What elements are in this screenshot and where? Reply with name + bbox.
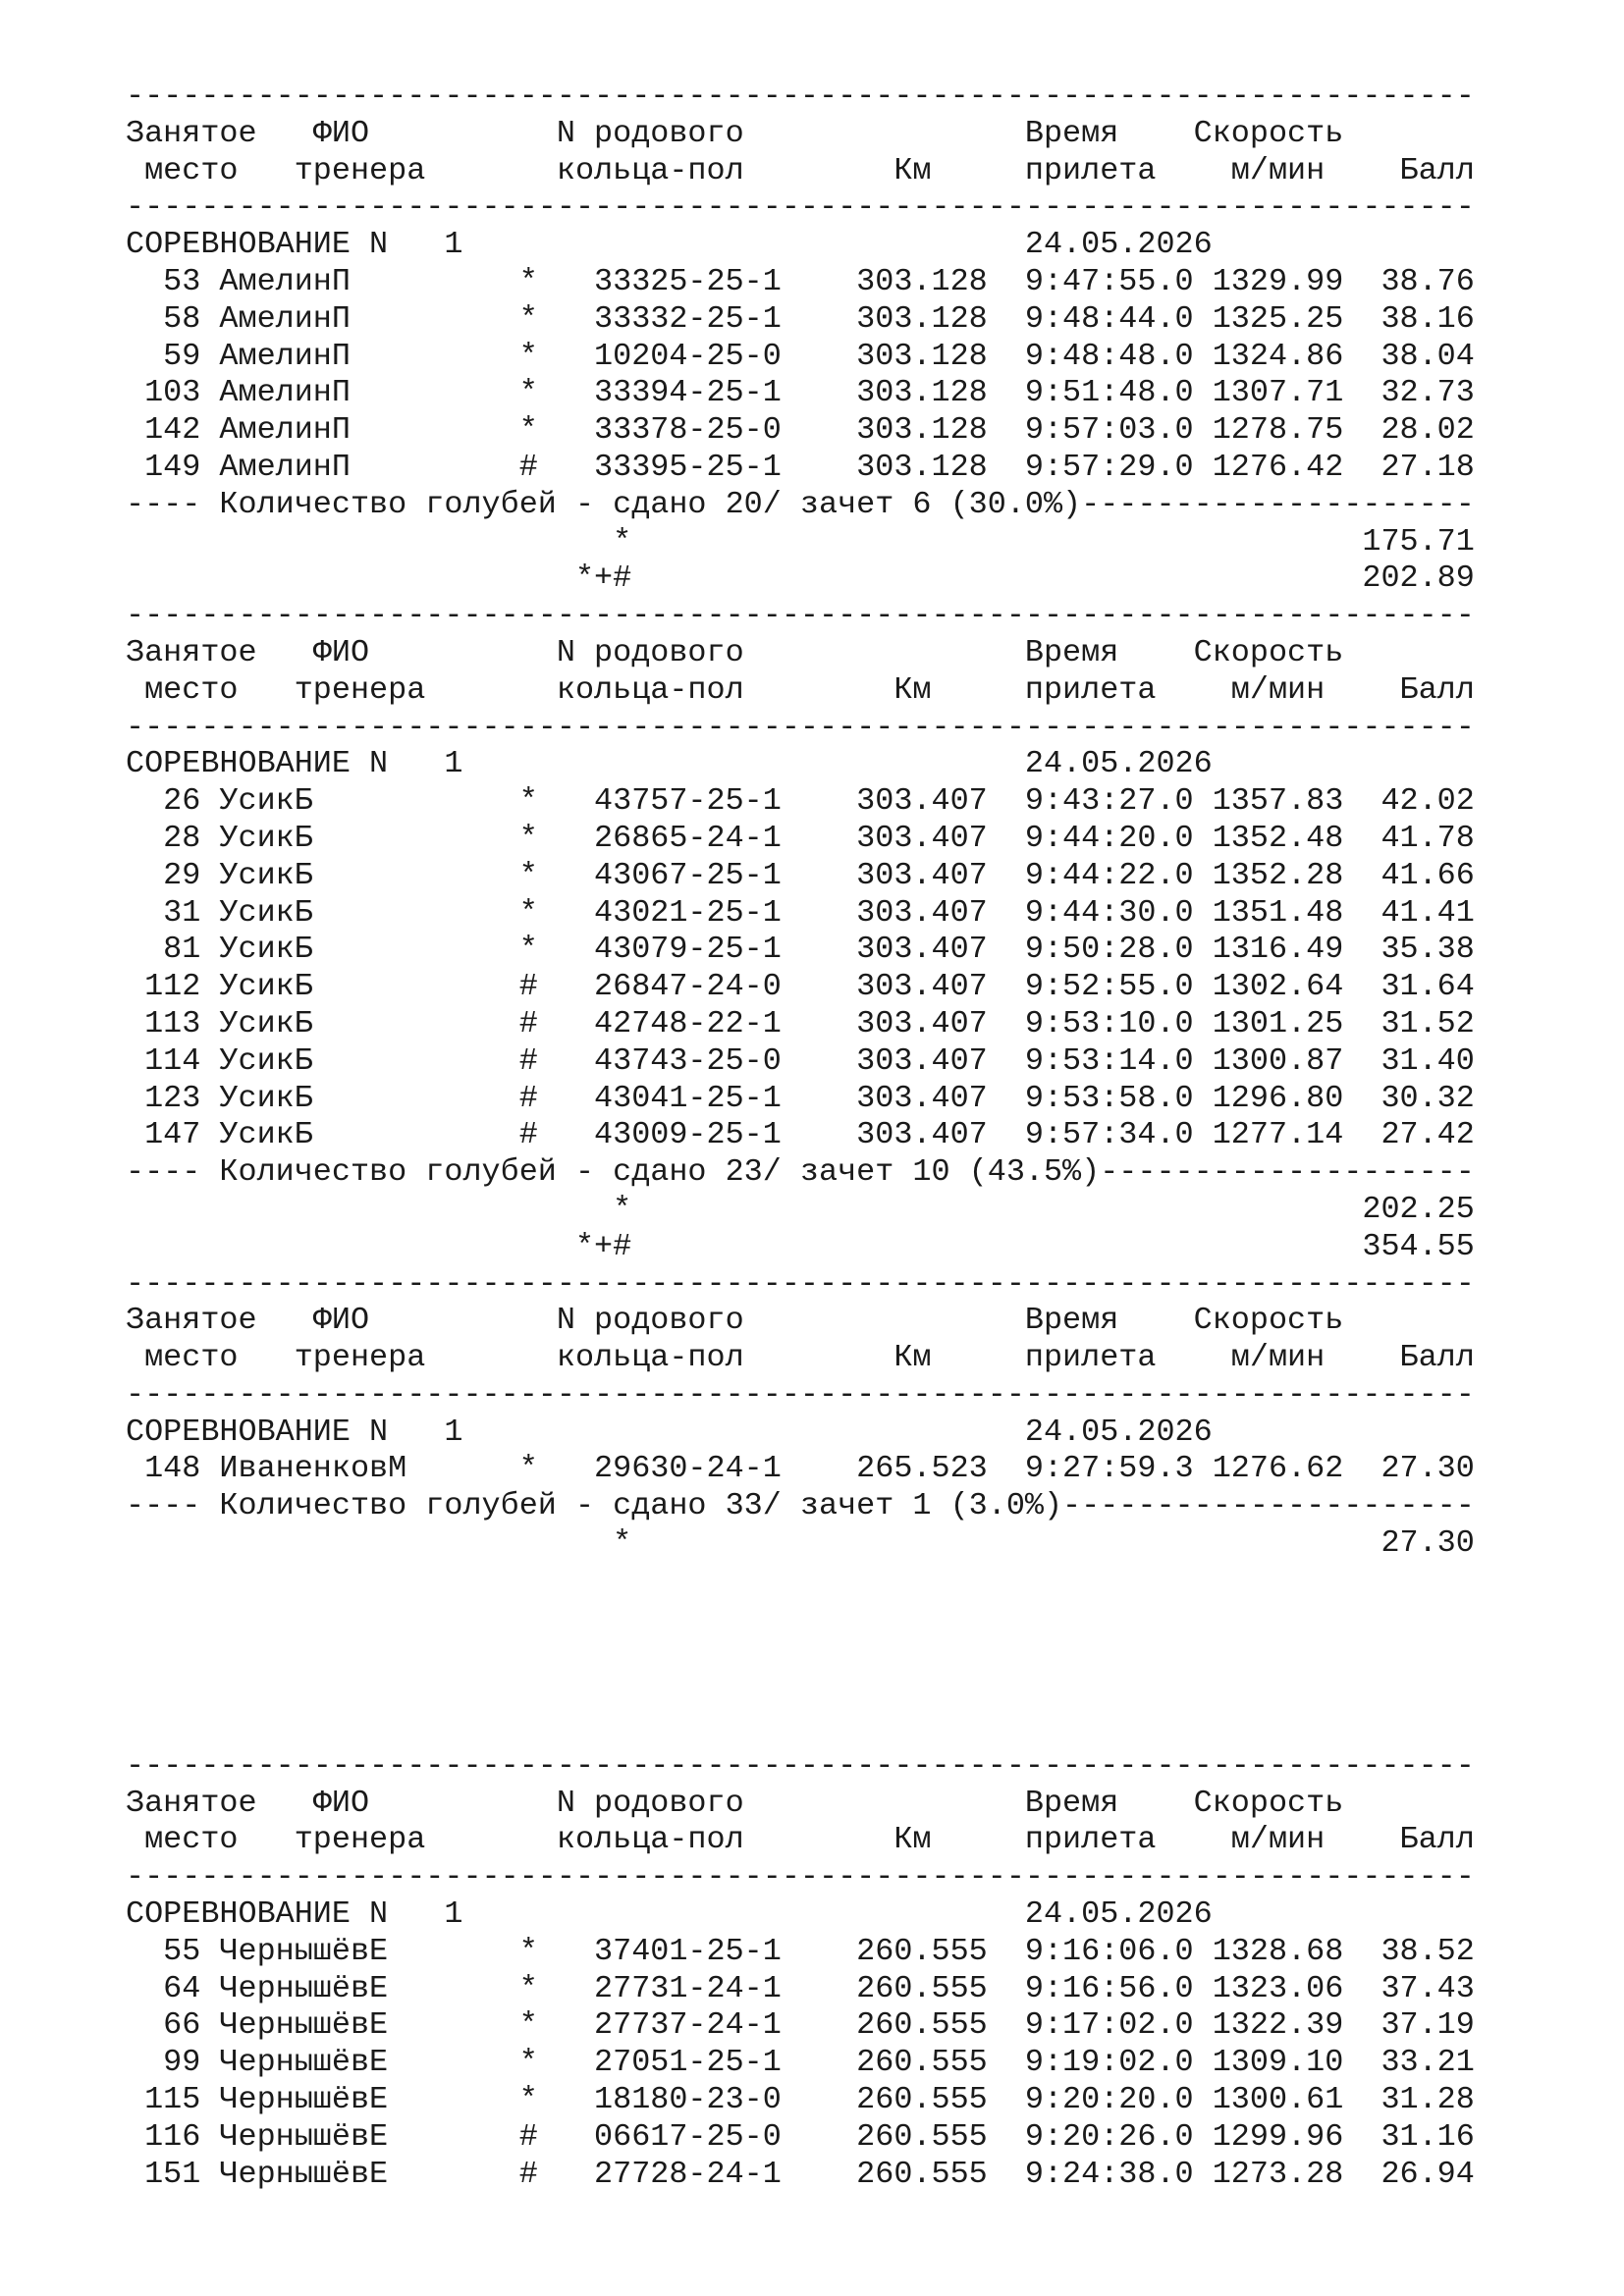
column-header-line-1: Занятое ФИО N родового Время Скорость [126, 1303, 1344, 1339]
rule-line: ------------------------------------------------------------------------ [126, 1859, 1475, 1896]
result-row: 147 УсикБ # 43009-25-1 303.407 9:57:34.0 1277.14 27.42 [126, 1117, 1475, 1153]
result-row: 66 ЧернышёвЕ * 27737-24-1 260.555 9:17:02.0 1322.39 37.19 [126, 2007, 1475, 2044]
total-line: *+# 202.89 [126, 561, 1475, 597]
column-header-line-2: место тренера кольца-пол Км прилета м/мин Балл [126, 671, 1475, 708]
column-header-line-1: Занятое ФИО N родового Время Скорость [126, 1785, 1344, 1821]
rule-line: ------------------------------------------------------------------------ [126, 79, 1475, 114]
result-row: 28 УсикБ * 26865-24-1 303.407 9:44:20.0 1352.48 41.78 [126, 820, 1475, 856]
result-row: 123 УсикБ # 43041-25-1 303.407 9:53:58.0 1296.80 30.32 [126, 1080, 1475, 1116]
result-row: 58 АмелинП * 33332-25-1 303.128 9:48:44.0 1325.25 38.16 [126, 300, 1475, 337]
competition-title: СОРЕВНОВАНИЕ N 1 24.05.2026 [126, 227, 1213, 263]
competition-title: СОРЕВНОВАНИЕ N 1 24.05.2026 [126, 1896, 1213, 1933]
result-row: 113 УсикБ # 42748-22-1 303.407 9:53:10.0 1301.25 31.52 [126, 1005, 1475, 1041]
competition-title: СОРЕВНОВАНИЕ N 1 24.05.2026 [126, 1414, 1213, 1450]
result-row: 99 ЧернышёвЕ * 27051-25-1 260.555 9:19:02.0 1309.10 33.21 [126, 2045, 1475, 2081]
rule-line: ------------------------------------------------------------------------ [126, 598, 1475, 634]
total-line: * 175.71 [126, 523, 1475, 560]
column-header-line-1: Занятое ФИО N родового Время Скорость [126, 115, 1344, 151]
result-section [126, 79, 1475, 598]
result-row: 64 ЧернышёвЕ * 27731-24-1 260.555 9:16:56.0 1323.06 37.43 [126, 1970, 1475, 2006]
result-row: 103 АмелинП * 33394-25-1 303.128 9:51:48.0 1307.71 32.73 [126, 375, 1475, 411]
result-row: 31 УсикБ * 43021-25-1 303.407 9:44:30.0 1351.48 41.41 [126, 894, 1475, 931]
summary-line: ---- Количество голубей - сдано 20/ зачет 6 (30.0%)--------------------- [126, 486, 1475, 522]
result-row: 114 УсикБ # 43743-25-0 303.407 9:53:14.0 1300.87 31.40 [126, 1042, 1475, 1079]
result-row: 53 АмелинП * 33325-25-1 303.128 9:47:55.0 1329.99 38.76 [126, 263, 1475, 299]
column-header-line-2: место тренера кольца-пол Км прилета м/мин Балл [126, 152, 1475, 188]
result-section [126, 1748, 1475, 2194]
results-sheet [126, 79, 1475, 2193]
rule-line: ------------------------------------------------------------------------ [126, 1376, 1475, 1413]
rule-line: ------------------------------------------------------------------------ [126, 189, 1475, 226]
result-row: 115 ЧернышёвЕ * 18180-23-0 260.555 9:20:20.0 1300.61 31.28 [126, 2082, 1475, 2118]
column-header-line-1: Занятое ФИО N родового Время Скорость [126, 634, 1344, 670]
result-row: 55 ЧернышёвЕ * 37401-25-1 260.555 9:16:06.0 1328.68 38.52 [126, 1933, 1475, 1969]
summary-line: ---- Количество голубей - сдано 23/ зачет 10 (43.5%)-------------------- [126, 1154, 1475, 1191]
result-row: 142 АмелинП * 33378-25-0 303.128 9:57:03.0 1278.75 28.02 [126, 412, 1475, 449]
result-row: 26 УсикБ * 43757-25-1 303.407 9:43:27.0 1357.83 42.02 [126, 783, 1475, 820]
rule-line: ------------------------------------------------------------------------ [126, 709, 1475, 745]
result-row: 112 УсикБ # 26847-24-0 303.407 9:52:55.0 1302.64 31.64 [126, 969, 1475, 1005]
result-row: 116 ЧернышёвЕ # 06617-25-0 260.555 9:20:26.0 1299.96 31.16 [126, 2118, 1475, 2155]
result-row: 151 ЧернышёвЕ # 27728-24-1 260.555 9:24:38.0 1273.28 26.94 [126, 2156, 1475, 2192]
total-line: * 202.25 [126, 1191, 1475, 1227]
rule-line: ------------------------------------------------------------------------ [126, 1747, 1475, 1784]
result-row: 148 ИваненковМ * 29630-24-1 265.523 9:27:59.3 1276.62 27.30 [126, 1451, 1475, 1487]
result-row: 81 УсикБ * 43079-25-1 303.407 9:50:28.0 1316.49 35.38 [126, 932, 1475, 968]
column-header-line-2: место тренера кольца-пол Км прилета м/мин Балл [126, 1822, 1475, 1858]
result-row: 149 АмелинП # 33395-25-1 303.128 9:57:29.0 1276.42 27.18 [126, 449, 1475, 485]
column-header-line-2: место тренера кольца-пол Км прилета м/мин Балл [126, 1340, 1475, 1376]
result-section [126, 1266, 1475, 1563]
rule-line: ------------------------------------------------------------------------ [126, 1265, 1475, 1302]
result-row: 59 АмелинП * 10204-25-0 303.128 9:48:48.0 1324.86 38.04 [126, 338, 1475, 374]
page-gap [126, 1563, 1475, 1748]
total-line: *+# 354.55 [126, 1228, 1475, 1264]
result-section [126, 598, 1475, 1265]
result-row: 29 УсикБ * 43067-25-1 303.407 9:44:22.0 1352.28 41.66 [126, 857, 1475, 893]
competition-title: СОРЕВНОВАНИЕ N 1 24.05.2026 [126, 746, 1213, 782]
total-line: * 27.30 [126, 1525, 1475, 1562]
summary-line: ---- Количество голубей - сдано 33/ зачет 1 (3.0%)---------------------- [126, 1488, 1475, 1524]
